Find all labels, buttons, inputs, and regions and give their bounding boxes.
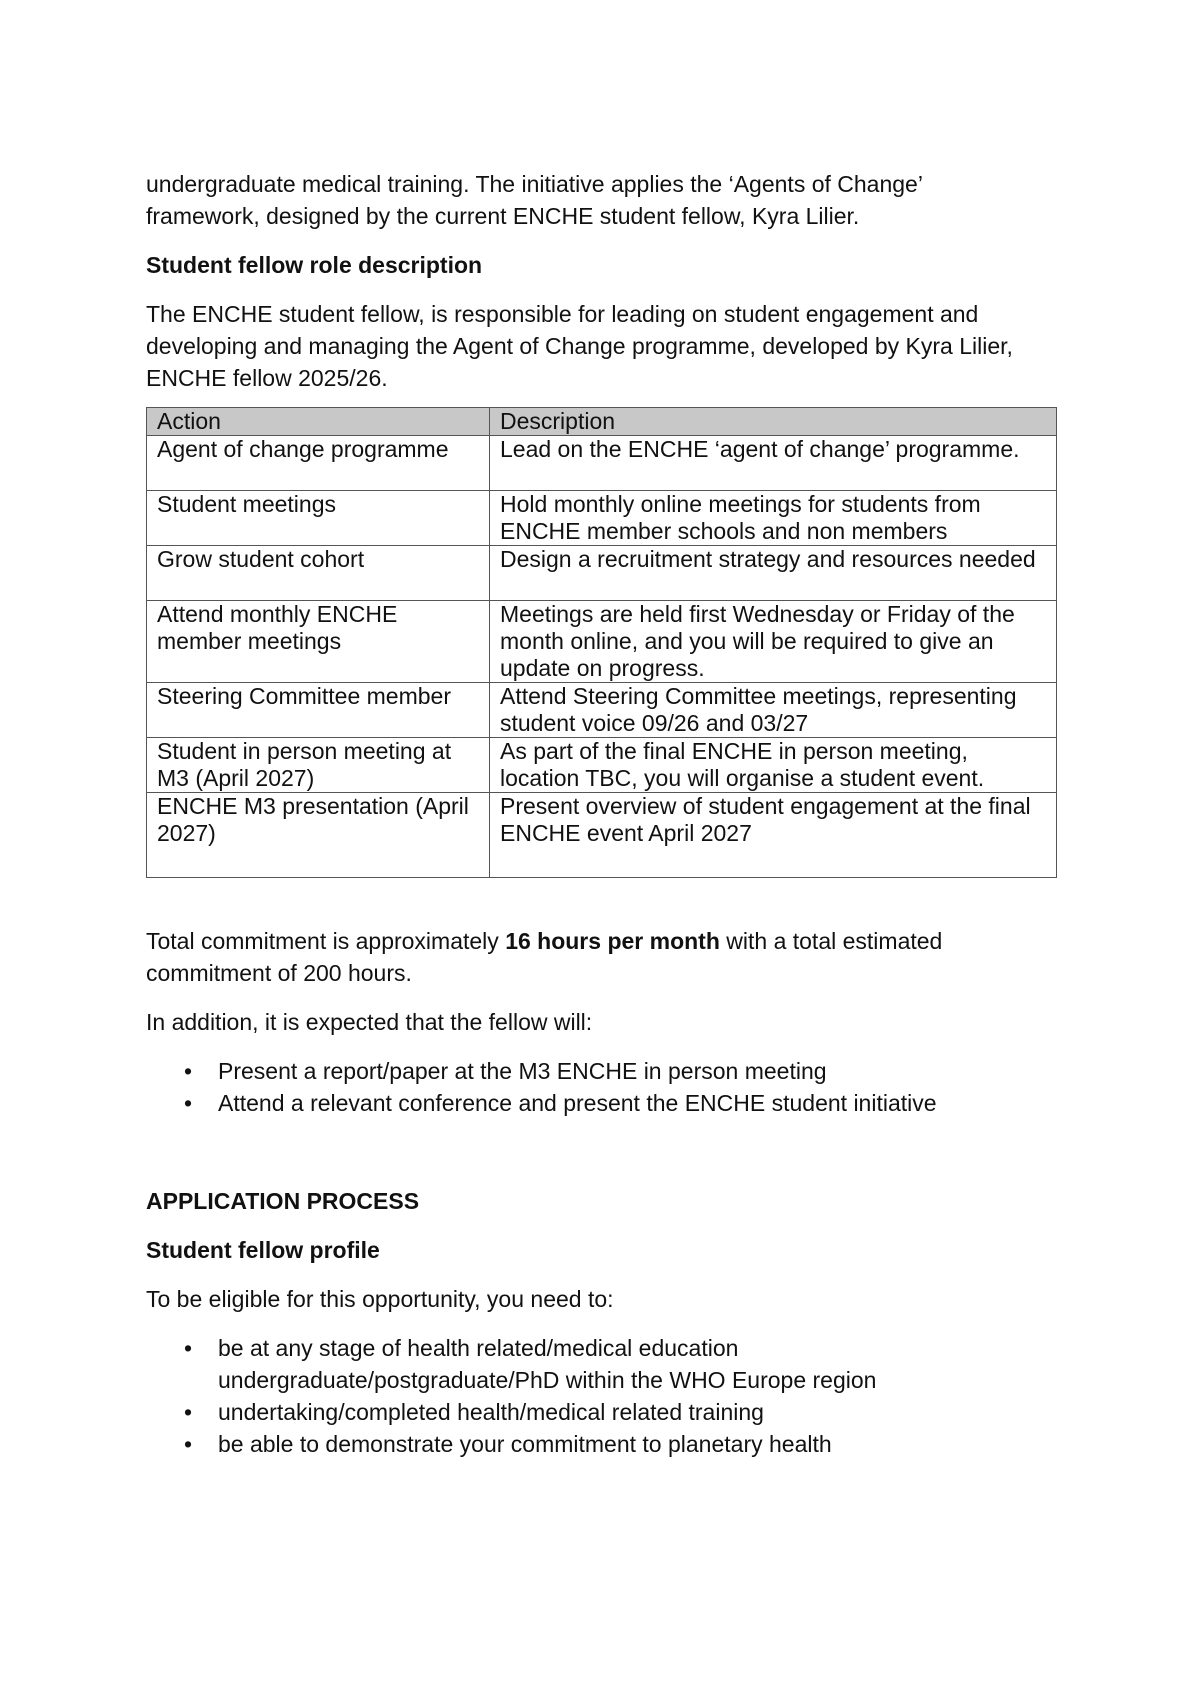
cell-description: Meetings are held first Wednesday or Friday of the month online, and you will be required to give an update on progress. <box>490 601 1057 683</box>
intro-line-1: undergraduate medical training. The initiative applies the ‘Agents of Change’ <box>146 171 923 197</box>
cell-action: Steering Committee member <box>147 683 490 738</box>
role-paragraph: The ENCHE student fellow, is responsible for leading on student engagement and developing and managing the Agent of Change programme, developed by Kyra Lilier, ENCHE fellow 2025/26. <box>146 301 1013 391</box>
spacer <box>146 878 1056 925</box>
header-action: Action <box>147 408 490 436</box>
addition-intro: In addition, it is expected that the fellow will: <box>146 1009 593 1035</box>
cell-description: Design a recruitment strategy and resources needed <box>490 546 1057 601</box>
table-row <box>147 738 1057 793</box>
cell-action: Student meetings <box>147 491 490 546</box>
list-item: • Present a report/paper at the M3 ENCHE in person meeting <box>146 1055 1056 1087</box>
cell-action: ENCHE M3 presentation (April 2027) <box>147 793 490 878</box>
addition-list <box>146 1055 1056 1119</box>
role-table <box>146 407 1057 878</box>
cell-description: As part of the final ENCHE in person meeting, location TBC, you will organise a student event. <box>490 738 1057 793</box>
table-header-row <box>147 408 1057 436</box>
list-item: • be at any stage of health related/medical education undergraduate/postgraduate/PhD within the WHO Europe region <box>146 1332 1056 1396</box>
table-row <box>147 601 1057 683</box>
spacer <box>146 1119 1056 1169</box>
table-row <box>147 491 1057 546</box>
list-item: • be able to demonstrate your commitment to planetary health <box>146 1428 1056 1460</box>
cell-action: Agent of change programme <box>147 436 490 491</box>
eligibility-intro: To be eligible for this opportunity, you need to: <box>146 1286 614 1312</box>
table-row <box>147 546 1057 601</box>
eligibility-list <box>146 1332 1056 1460</box>
cell-action: Student in person meeting at M3 (April 2027) <box>147 738 490 793</box>
intro-line-2: framework, designed by the current ENCHE student fellow, Kyra Lilier. <box>146 203 860 229</box>
application-heading: APPLICATION PROCESS <box>146 1188 420 1214</box>
list-item: • Attend a relevant conference and present the ENCHE student initiative <box>146 1087 1056 1119</box>
commitment-before: Total commitment is approximately <box>146 928 506 954</box>
cell-description: Lead on the ENCHE ‘agent of change’ programme. <box>490 436 1057 491</box>
role-heading: Student fellow role description <box>146 252 483 278</box>
commitment-hours: 16 hours per month <box>505 928 720 954</box>
commitment-paragraph <box>146 925 1056 989</box>
list-item: • undertaking/completed health/medical related training <box>146 1396 1056 1428</box>
cell-action: Grow student cohort <box>147 546 490 601</box>
cell-description: Attend Steering Committee meetings, representing student voice 09/26 and 03/27 <box>490 683 1057 738</box>
cell-description: Hold monthly online meetings for students from ENCHE member schools and non members <box>490 491 1057 546</box>
header-description: Description <box>490 408 1057 436</box>
commitment-after: with a total estimated commitment of 200 hours. <box>146 928 943 986</box>
table-row <box>147 436 1057 491</box>
table-row <box>147 793 1057 878</box>
document-page <box>146 168 1056 1460</box>
cell-description: Present overview of student engagement at the final ENCHE event April 2027 <box>490 793 1057 878</box>
intro-paragraph <box>146 168 1056 232</box>
cell-action: Attend monthly ENCHE member meetings <box>147 601 490 683</box>
profile-heading: Student fellow profile <box>146 1237 380 1263</box>
table-row <box>147 683 1057 738</box>
